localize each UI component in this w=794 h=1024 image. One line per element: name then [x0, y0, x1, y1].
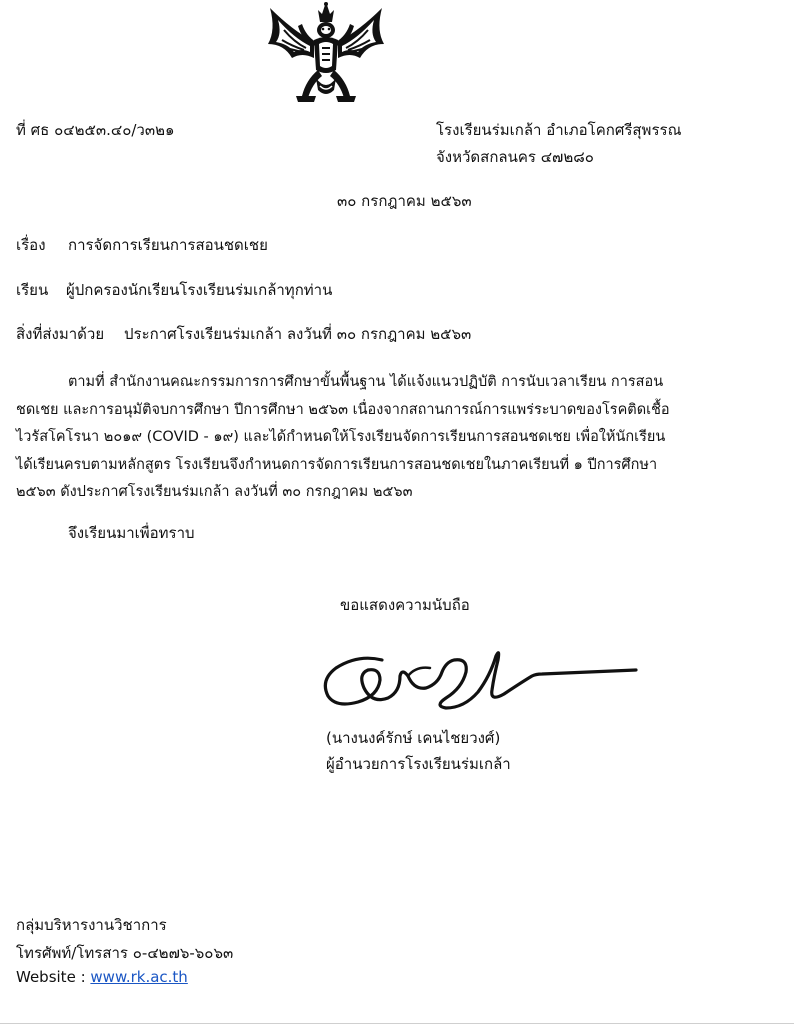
subject-text: การจัดการเรียนการสอนชดเชย — [68, 236, 268, 254]
enclosure-text: ประกาศโรงเรียนร่มเกล้า ลงวันที่ ๓๐ กรกฎาคม ๒๕๖๓ — [124, 325, 472, 343]
enclosure-label: สิ่งที่ส่งมาด้วย — [16, 325, 105, 343]
signer-position: ผู้อำนวยการโรงเรียนร่มเกล้า — [326, 755, 511, 773]
letter-date: ๓๐ กรกฎาคม ๒๕๖๓ — [337, 192, 472, 210]
garuda-emblem-icon — [262, 0, 390, 110]
subject-label: เรื่อง — [16, 236, 46, 254]
footer-website-link[interactable]: www.rk.ac.th — [90, 968, 188, 986]
footer-website-label: Website : — [16, 968, 86, 986]
reference-number: ที่ ศธ ๐๔๒๕๓.๔๐/ว๓๒๑ — [16, 121, 175, 139]
recipient-text: ผู้ปกครองนักเรียนโรงเรียนร่มเกล้าทุกท่าน — [66, 281, 333, 299]
body-line-5: ๒๕๖๓ ดังประกาศโรงเรียนร่มเกล้า ลงวันที่ ๓๐ กรกฎาคม ๒๕๖๓ — [16, 484, 413, 500]
footer-department: กลุ่มบริหารงานวิชาการ — [16, 916, 167, 934]
handwritten-signature — [318, 646, 638, 722]
closing-request: จึงเรียนมาเพื่อทราบ — [68, 524, 195, 542]
recipient-label: เรียน — [16, 281, 49, 299]
body-line-2: ชดเชย และการอนุมัติจบการศึกษา ปีการศึกษา ๒๕๖๓ เนื่องจากสถานการณ์การแพร่ระบาดของโรคติดเชื้อ — [16, 402, 670, 418]
footer-phone: โทรศัพท์/โทรสาร ๐-๔๒๗๖-๖๐๖๓ — [16, 944, 234, 962]
sender-address-line-1: โรงเรียนร่มเกล้า อำเภอโคกศรีสุพรรณ — [436, 121, 682, 139]
signer-name: (นางนงค์รักษ์ เคนไชยวงศ์) — [326, 729, 501, 747]
footer-website-row — [16, 968, 188, 986]
sender-address-line-2: จังหวัดสกลนคร ๔๗๒๘๐ — [436, 148, 594, 166]
body-line-4: ได้เรียนครบตามหลักสูตร โรงเรียนจึงกำหนดการจัดการเรียนการสอนชดเชยในภาคเรียนที่ ๑ ปีการศึกษา — [16, 457, 658, 473]
body-line-1: ตามที่ สำนักงานคณะกรรมการการศึกษาขั้นพื้นฐาน ได้แจ้งแนวปฏิบัติ การนับเวลาเรียน การสอน — [68, 374, 664, 390]
body-line-3: ไวรัสโคโรนา ๒๐๑๙ (COVID - ๑๙) และได้กำหนดให้โรงเรียนจัดการเรียนการสอนชดเชย เพื่อให้นักเรียน — [16, 429, 666, 445]
salutation: ขอแสดงความนับถือ — [340, 596, 470, 614]
